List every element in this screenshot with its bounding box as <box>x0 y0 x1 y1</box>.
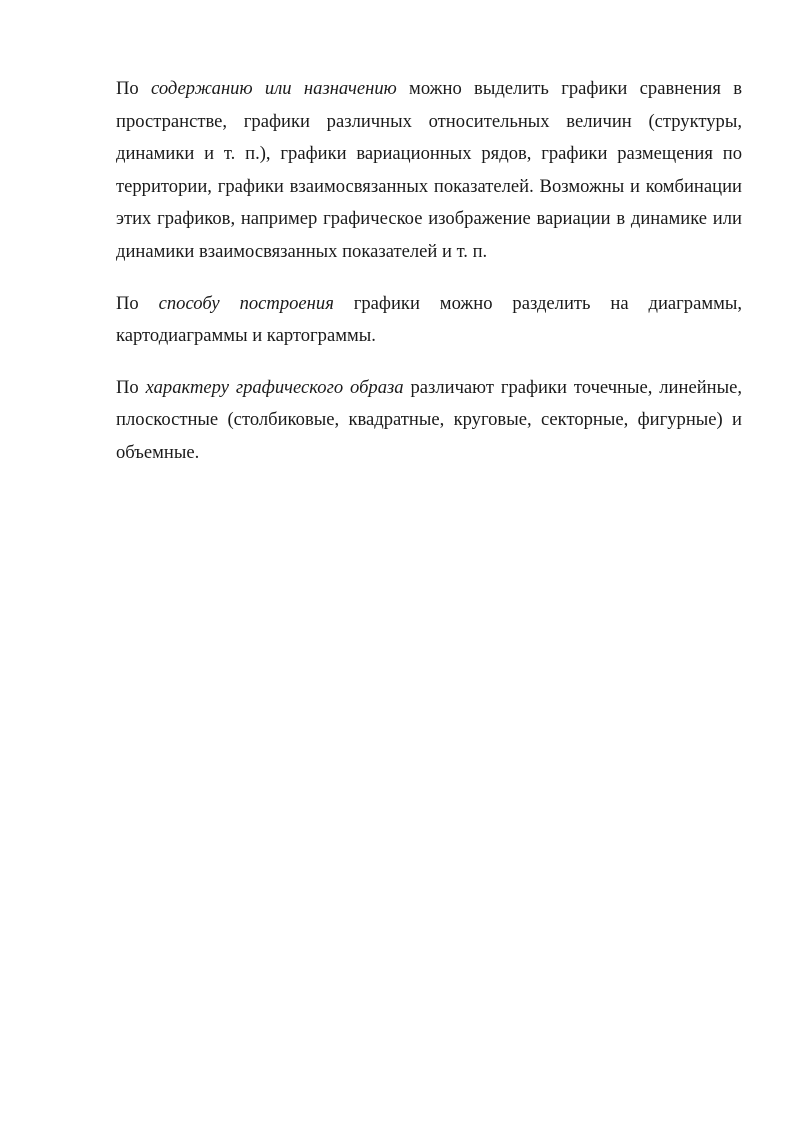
paragraph-text: можно выделить графики сравнения в пространстве, графики различных относительных величин (структуры, динамики и т. п.), графики вариационных рядов, графики размещения по территории, графики взаимосвязанных показателей. Возможны и комбинации этих графиков, например графическое изображение вариации в динамике или динамики взаимосвязанных показателей и т. п. <box>116 78 743 262</box>
paragraph-emphasis: содержанию или назначению <box>151 78 397 99</box>
paragraph-emphasis: характеру графического образа <box>145 376 404 398</box>
document-body <box>116 73 742 489</box>
paragraph-lead: По <box>116 78 152 99</box>
paragraph-construction-method <box>116 288 742 353</box>
paragraph-text: графики можно разделить на диаграммы, картодиаграммы и картограммы. <box>116 292 743 347</box>
paragraph-content-purpose <box>116 73 742 269</box>
paragraph-graphic-image <box>116 372 742 470</box>
paragraph-lead: По <box>116 292 159 314</box>
paragraph-emphasis: способу построения <box>158 292 334 314</box>
paragraph-text: различают графики точечные, линейные, плоскостные (столбиковые, квадратные, круговые, секторные, фигурные) и объемные. <box>116 376 743 463</box>
paragraph-lead: По <box>116 376 146 398</box>
